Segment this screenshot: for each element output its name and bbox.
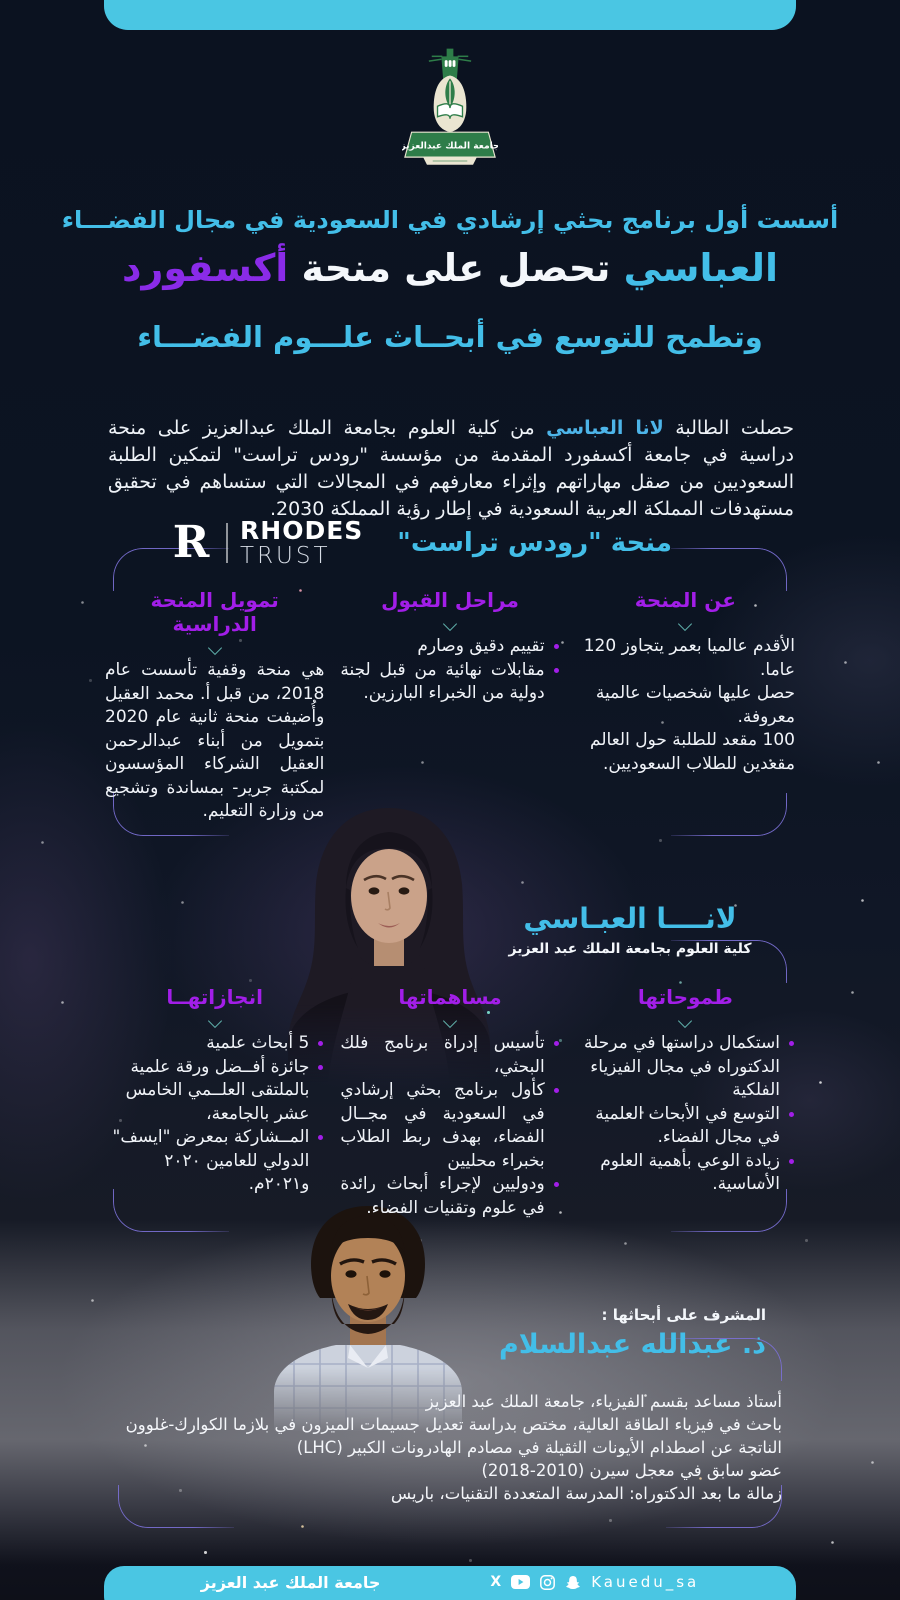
chevron-down-icon (443, 1014, 457, 1028)
column-ambitions (576, 985, 795, 1220)
bio-line: باحث في فيزياء الطاقة العالية، مختص بدراسة تعديل جسيمات الميزون في بلازما الكوارك-غلوون (125, 1415, 782, 1434)
column-header: عن المنحة (634, 588, 736, 612)
list-item: 5 أبحاث علمية (105, 1032, 324, 1056)
column-achievements (105, 985, 324, 1220)
rhodes-word: RHODES (240, 516, 364, 545)
lana-name-block (470, 902, 790, 957)
column-about-grant (576, 588, 795, 824)
rhodes-r-mark: R (172, 517, 210, 569)
footer-social-handle[interactable]: Kauedu_sa (591, 1573, 700, 1591)
list-item: زيادة الوعي بأهمية العلوم الأساسية. (576, 1150, 795, 1197)
snapchat-icon[interactable] (565, 1575, 581, 1590)
ambitions-list (576, 1032, 795, 1197)
chevron-down-icon (208, 1014, 222, 1028)
supervisor-bio (95, 1390, 782, 1505)
column-header: انجازاتهــا (166, 985, 263, 1009)
bio-line: الناتجة عن اصطدام الأيونات الثقيلة في مصادم الهادرونات الكبير (LHC) (296, 1438, 782, 1457)
headline-bottom: وتطمح للتوسع في أبحــاث علـــوم الفضـــاء (137, 320, 763, 354)
achievements-list (105, 1032, 324, 1197)
chevron-down-icon (208, 641, 222, 655)
headline-main (0, 246, 900, 290)
chevron-down-icon (443, 617, 457, 631)
contributions-list (340, 1032, 559, 1220)
starfield-faint (0, 0, 1, 1)
list-item: حصل عليها شخصيات عالمية معروفة. (595, 683, 795, 727)
column-grant-funding (105, 588, 324, 824)
list-item: المــشاركة بمعرض "ايسف" الدولي للعامين ٢٠٢٠ و٢٠٢١م. (105, 1126, 324, 1197)
list-item: مقابلات نهائية من قبل لجنة دولية من الخبراء البارزين. (340, 659, 559, 706)
list-item: ودوليين لإجراء أبحاث رائدة في علوم وتقنيات الفضاء. (340, 1173, 559, 1220)
supervisor-name: ذ. عبدالله عبدالسلام (499, 1329, 766, 1360)
kau-logo (402, 48, 498, 180)
list-item: جائزة أفــضل ورقة علمية بالملتقى العلــمي الخامس عشر بالجامعة، (105, 1056, 324, 1127)
intro-after: من كلية العلوم بجامعة الملك عبدالعزيز على منحة دراسية في جامعة أكسفورد المقدمة من مؤسسة "رودس تراست" لتمكين الطلبة السعوديين من صقل مهاراتهم وإثراء معارفهم في المجالات التي ستساهم في تحقيق مستهدفات المملكة العربية السعودية في إطار رؤية المملكة 2030. (108, 417, 794, 520)
instagram-icon[interactable] (540, 1575, 555, 1590)
intro-highlight-name: لانا العباسي (546, 417, 664, 439)
list-item: الأقدم عالميا بعمر يتجاوز 120 عاما. (583, 636, 795, 680)
supervisor-label: المشرف على أبحاثها : (601, 1306, 766, 1324)
list-item: استكمال دراستها في مرحلة الدكتوراه في مجال الفيزياء الفلكية (576, 1032, 795, 1103)
trust-word: TRUST (240, 543, 331, 570)
list-item: كأول برنامج بحثي إرشادي في السعودية في مجــال الفضاء، بهدف ربط الطلاب بخبراء محليين (340, 1079, 559, 1173)
intro-paragraph (108, 415, 794, 523)
column-contributions (340, 985, 559, 1220)
x-icon[interactable]: X (490, 1574, 502, 1590)
chevron-down-icon (678, 617, 692, 631)
column-header: تمويل المنحة الدراسية (150, 588, 279, 636)
headline-oxford: أكسفورد (121, 246, 289, 290)
rhodes-logo-divider (226, 523, 228, 563)
column-header: طموحاتها (637, 985, 733, 1009)
footer-bar (104, 1566, 796, 1600)
lana-subtitle: كلية العلوم بجامعة الملك عبد العزيز (508, 941, 752, 957)
bio-line: عضو سابق في معجل سيرن (2010-2018) (481, 1461, 782, 1480)
footer-university-name: جامعة الملك عبد العزيز (200, 1573, 381, 1592)
kau-logo-graphic (402, 48, 498, 176)
grant-funding-text: هي منحة وقفية تأسست عام 2018، من قبل أ. محمد العقيل وأُضيفت منحة ثانية عام 2020 بتمويل من أبناء عبدالرحمن العقيل الشركاء المؤسسون لمكتبة جرير- بمساندة وتشجيع من وزارة التعليم. (105, 660, 325, 821)
column-header: مراحل القبول (381, 588, 519, 612)
lana-columns (105, 985, 795, 1220)
bio-line: زمالة ما بعد الدكتوراه: المدرسة المتعددة التقنيات، باريس (390, 1484, 782, 1503)
youtube-icon[interactable] (511, 1575, 530, 1589)
headline-top: أسست أول برنامج بحثي إرشادي في السعودية في مجال الفضـــاء (61, 206, 839, 234)
list-item: التوسع في الأبحاث العلمية في مجال الفضاء. (576, 1103, 795, 1150)
column-admission-stages (340, 588, 559, 824)
lana-name: لانــــا العبـاسي (523, 902, 737, 935)
column-header: مساهماتها (398, 985, 502, 1009)
headline-name: العباسي (623, 246, 778, 290)
svg-text:جامعة الملك عبدالعزيز: جامعة الملك عبدالعزيز (402, 141, 498, 152)
rhodes-columns (105, 588, 795, 824)
headline-middle: تحصل على منحة (288, 246, 624, 290)
rhodes-section-header (0, 518, 870, 568)
list-item: 100 مقعد للطلبة حول العالم مقعدين للطلاب السعوديين. (590, 730, 795, 774)
about-grant-list (576, 635, 795, 776)
rhodes-section-title: منحة "رودس تراست" (397, 528, 672, 559)
rhodes-trust-logo (168, 518, 363, 568)
rhodes-wordmark (240, 518, 363, 568)
top-accent-bar (104, 0, 796, 30)
list-item: تقييم دقيق وصارم (340, 635, 559, 659)
intro-before: حصلت الطالبة (663, 417, 794, 439)
admission-stages-list (340, 635, 559, 706)
footer-social-row (490, 1573, 699, 1591)
supervisor-name-block (300, 1306, 766, 1360)
list-item: تأسيس إدراة برنامج فلك البحثي، (340, 1032, 559, 1079)
bio-line: أستاذ مساعد بقسم الفيزياء، جامعة الملك عبد العزيز (425, 1392, 782, 1411)
chevron-down-icon (678, 1014, 692, 1028)
